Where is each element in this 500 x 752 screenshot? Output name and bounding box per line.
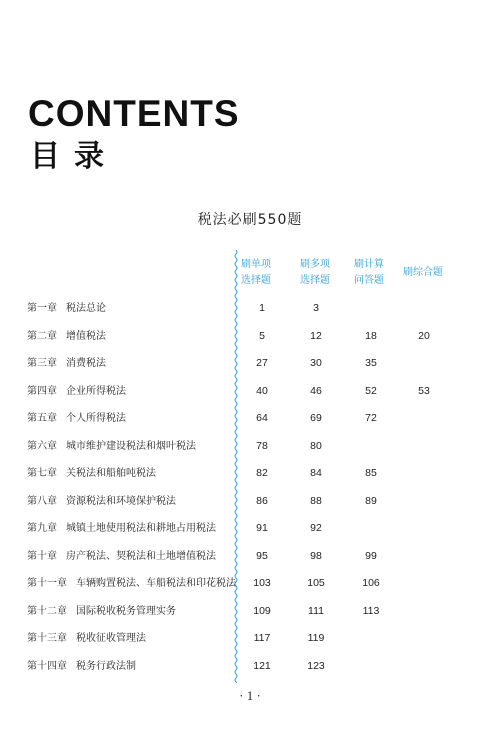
column-header-single-choice-line2: 选择题 [241, 275, 271, 286]
chapter-title: 车辆购置税法、车船税法和印花税法 [76, 578, 236, 589]
chapter-title: 资源税法和环境保护税法 [66, 495, 176, 507]
column-header-calculation-line2: 问答题 [354, 275, 384, 286]
chapter-number: 第十三章 [27, 633, 67, 644]
chapter-number: 第十四章 [27, 660, 67, 672]
page-single-choice: 117 [253, 632, 271, 644]
chapter-title: 企业所得税法 [66, 385, 126, 397]
page-calculation: 85 [365, 467, 377, 479]
chapter-title: 增值税法 [66, 330, 106, 342]
page-calculation: 113 [362, 604, 380, 617]
page-multi-choice: 88 [310, 494, 322, 507]
page-single-choice: 95 [256, 549, 268, 562]
page-multi-choice: 30 [310, 357, 322, 369]
toc-row[interactable] [0, 598, 500, 626]
page-multi-choice: 46 [310, 384, 322, 397]
chapter-title: 税法总论 [66, 303, 106, 314]
page-comprehensive: 53 [418, 384, 430, 397]
column-header-multi-choice [285, 257, 345, 289]
chapter-number: 第四章 [27, 385, 57, 397]
page-multi-choice: 123 [307, 659, 325, 672]
page-calculation: 52 [365, 384, 377, 397]
column-header-comprehensive-line1: 刷综合题 [403, 267, 443, 278]
chapter-number: 第五章 [27, 413, 57, 424]
toc-row[interactable] [0, 653, 500, 681]
page-multi-choice: 119 [307, 632, 325, 644]
page-multi-choice: 69 [310, 412, 322, 424]
page-calculation: 106 [362, 577, 380, 589]
toc-row[interactable] [0, 625, 500, 653]
page-multi-choice: 105 [307, 577, 325, 589]
chapter-number: 第十二章 [27, 605, 67, 617]
page-single-choice: 78 [256, 439, 268, 452]
book-title: 税法必刷550题 [197, 212, 303, 228]
page-single-choice: 103 [253, 577, 271, 589]
contents-heading-cn: 目录 [30, 139, 118, 174]
chapter-title: 税务行政法制 [76, 660, 136, 672]
chapter-number: 第十一章 [27, 578, 67, 589]
toc-row[interactable] [0, 570, 500, 598]
toc-row[interactable] [0, 433, 500, 461]
page-single-choice: 27 [256, 357, 268, 369]
page-multi-choice: 80 [310, 439, 322, 452]
toc-row[interactable] [0, 515, 500, 543]
page-single-choice: 1 [259, 302, 265, 314]
chapter-title: 关税法和船舶吨税法 [66, 468, 156, 479]
page-single-choice: 64 [256, 412, 268, 424]
chapter-number: 第十章 [27, 550, 57, 562]
page-number: · 1 · [239, 688, 261, 703]
chapter-number: 第二章 [27, 330, 57, 342]
chapter-number: 第七章 [27, 468, 57, 479]
toc-row[interactable] [0, 323, 500, 351]
chapter-number: 第八章 [27, 495, 57, 507]
page-calculation: 99 [365, 549, 377, 562]
page-multi-choice: 98 [310, 549, 322, 562]
column-header-calculation-line1: 刷计算 [354, 259, 384, 270]
column-header-single-choice-line1: 刷单项 [241, 259, 271, 270]
page-multi-choice: 3 [313, 302, 319, 314]
chapter-title: 消费税法 [66, 358, 106, 369]
page-calculation: 35 [365, 357, 377, 369]
page-calculation: 89 [365, 494, 377, 507]
chapter-number: 第一章 [27, 303, 57, 314]
toc-row[interactable] [0, 378, 500, 406]
chapter-number: 第三章 [27, 358, 57, 369]
chapter-title: 个人所得税法 [66, 413, 126, 424]
chapter-title: 房产税法、契税法和土地增值税法 [66, 550, 216, 562]
page-single-choice: 121 [253, 659, 271, 672]
toc-table [0, 295, 500, 680]
column-header-multi-choice-line1: 刷多项 [300, 259, 330, 270]
page-single-choice: 91 [256, 522, 268, 534]
page-multi-choice: 111 [308, 604, 324, 617]
toc-row[interactable] [0, 405, 500, 433]
toc-row[interactable] [0, 295, 500, 323]
chapter-title: 国际税收税务管理实务 [76, 605, 176, 617]
chapter-title: 税收征收管理法 [76, 633, 146, 644]
chapter-title: 城市维护建设税法和烟叶税法 [66, 440, 196, 452]
contents-heading-en: CONTENTS [28, 93, 240, 134]
toc-row[interactable] [0, 350, 500, 378]
chapter-number: 第六章 [27, 440, 57, 452]
page-single-choice: 82 [256, 467, 268, 479]
page-single-choice: 86 [256, 494, 268, 507]
page-calculation: 18 [365, 329, 377, 342]
toc-row[interactable] [0, 488, 500, 516]
page-comprehensive: 20 [418, 329, 430, 342]
chapter-number: 第九章 [27, 523, 57, 534]
page-single-choice: 109 [253, 604, 271, 617]
page-calculation: 72 [365, 412, 377, 424]
chapter-title: 城镇土地使用税法和耕地占用税法 [66, 523, 216, 534]
column-header-comprehensive [393, 265, 453, 281]
page-multi-choice: 12 [310, 329, 322, 342]
toc-row[interactable] [0, 460, 500, 488]
toc-row[interactable] [0, 543, 500, 571]
column-header-multi-choice-line2: 选择题 [300, 275, 330, 286]
column-header-calculation [339, 257, 399, 289]
page-multi-choice: 92 [310, 522, 322, 534]
page-single-choice: 5 [259, 329, 265, 342]
page-multi-choice: 84 [310, 467, 322, 479]
page-single-choice: 40 [256, 384, 268, 397]
